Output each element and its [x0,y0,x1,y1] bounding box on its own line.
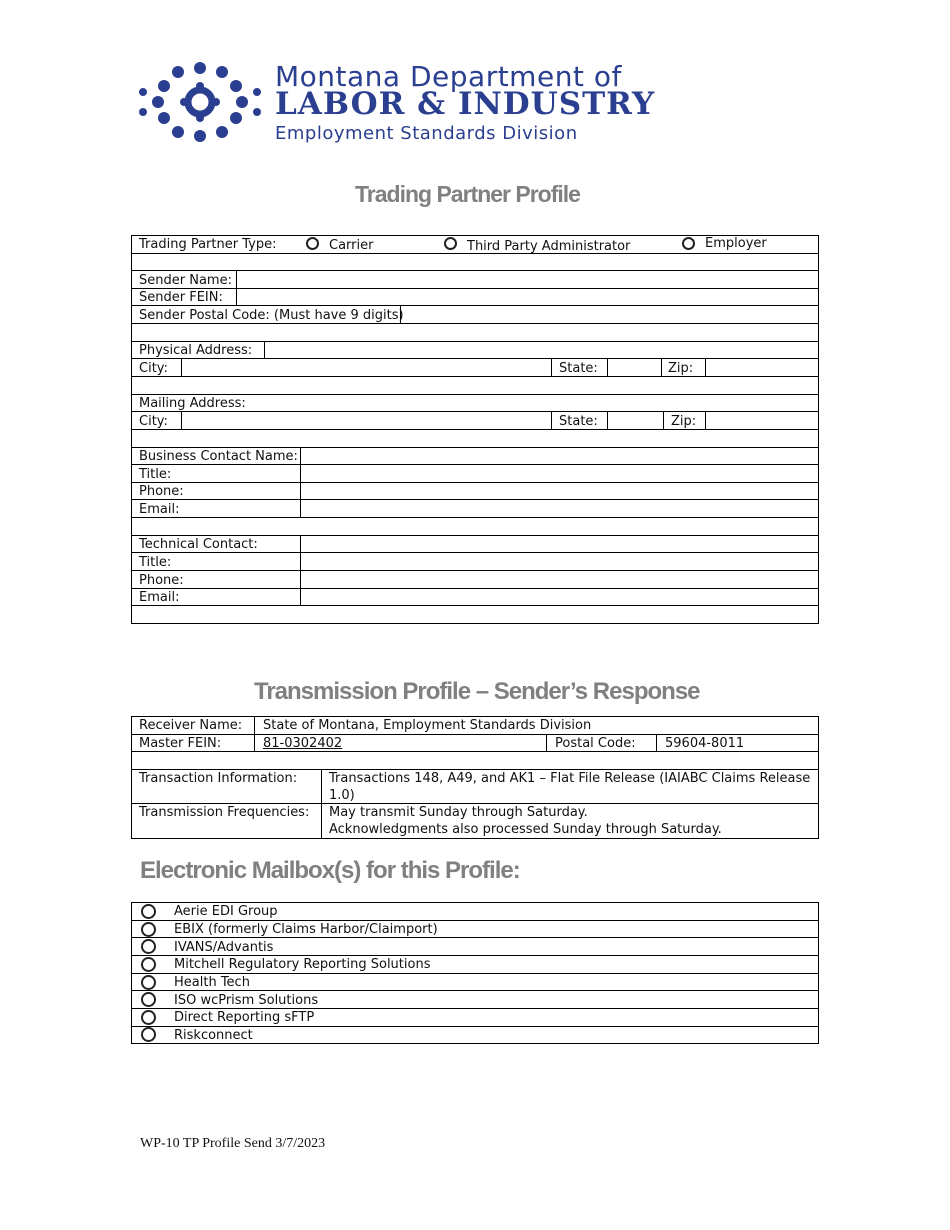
radio-employer-label: Employer [705,236,767,251]
receiver-name-label: Receiver Name: [139,718,243,733]
transaction-info-line-2: 1.0) [329,788,355,803]
business-title-label: Title: [139,467,172,482]
mailbox-item: ISO wcPrism Solutions [174,993,319,1008]
technical-phone-label: Phone: [139,573,184,588]
mailing-zip-field[interactable] [707,413,817,428]
technical-contact-field[interactable] [302,536,817,551]
mailbox-radio-ebix[interactable] [141,922,156,937]
transaction-info-label: Transaction Information: [139,771,298,786]
frequencies-label: Transmission Frequencies: [139,805,310,820]
physical-zip-field[interactable] [707,360,817,375]
mailbox-radio-ivans[interactable] [141,939,156,954]
frequencies-line-2: Acknowledgments also processed Sunday through Saturday. [329,822,722,837]
radio-carrier-label: Carrier [329,238,374,253]
business-contact-label: Business Contact Name: [139,449,298,464]
sender-postal-field[interactable] [402,307,817,322]
mailbox-radio-mitchell[interactable] [141,957,156,972]
sender-name-field[interactable] [238,272,817,287]
master-fein-value: 81-0302402 [263,736,343,751]
mailbox-item: IVANS/Advantis [174,940,274,955]
sender-fein-label: Sender FEIN: [139,290,223,305]
business-contact-field[interactable] [302,448,817,463]
physical-address-field[interactable] [266,342,817,357]
physical-zip-label: Zip: [668,361,694,376]
transmission-profile-title: Transmission Profile – Sender’s Response [254,678,700,705]
logo-line-1: Montana Department of [275,60,622,93]
logo-line-3: Employment Standards Division [275,123,578,144]
form-footer: WP-10 TP Profile Send 3/7/2023 [140,1136,326,1151]
mailbox-item: Riskconnect [174,1028,253,1043]
mailing-state-field[interactable] [609,413,661,428]
mailing-zip-label: Zip: [671,414,697,429]
technical-title-label: Title: [139,555,172,570]
transaction-info-line-1: Transactions 148, A49, and AK1 – Flat File Release (IAIABC Claims Release [329,771,811,786]
mailbox-item: Direct Reporting sFTP [174,1010,315,1025]
master-fein-label: Master FEIN: [139,736,222,751]
trading-partner-type-label: Trading Partner Type: [139,237,277,252]
business-phone-field[interactable] [302,483,817,498]
mailing-city-field[interactable] [183,413,550,428]
radio-tpa-label: Third Party Administrator [467,239,631,254]
physical-city-label: City: [139,361,168,376]
people-circle-emblem-icon [138,56,268,148]
physical-state-label: State: [559,361,598,376]
trading-partner-profile-title: Trading Partner Profile [355,181,580,207]
mailbox-radio-iso[interactable] [141,992,156,1007]
radio-third-party-administrator[interactable] [444,237,457,250]
business-email-field[interactable] [302,501,817,516]
technical-email-label: Email: [139,590,180,605]
mailbox-radio-aerie[interactable] [141,904,156,919]
technical-phone-field[interactable] [302,572,817,587]
mailbox-item: Mitchell Regulatory Reporting Solutions [174,957,431,972]
business-title-field[interactable] [302,466,817,481]
physical-city-field[interactable] [183,360,550,375]
mailbox-section-title: Electronic Mailbox(s) for this Profile: [140,857,520,884]
sender-postal-label: Sender Postal Code: (Must have 9 digits) [139,308,404,323]
technical-email-field[interactable] [302,589,817,604]
business-phone-label: Phone: [139,484,184,499]
sender-fein-field[interactable] [238,289,817,304]
mailbox-radio-health-tech[interactable] [141,975,156,990]
technical-contact-label: Technical Contact: [139,537,258,552]
receiver-name-value: State of Montana, Employment Standards Division [263,718,592,733]
sender-name-label: Sender Name: [139,273,232,288]
postal-code-value: 59604-8011 [665,736,745,751]
montana-dli-logo [138,56,818,148]
mailbox-item: EBIX (formerly Claims Harbor/Claimport) [174,922,438,937]
mailing-state-label: State: [559,414,598,429]
mailbox-radio-direct-sftp[interactable] [141,1010,156,1025]
mailing-address-label: Mailing Address: [139,396,246,411]
frequencies-line-1: May transmit Sunday through Saturday. [329,805,588,820]
mailbox-item: Health Tech [174,975,250,990]
business-email-label: Email: [139,502,180,517]
postal-code-label: Postal Code: [555,736,636,751]
technical-title-field[interactable] [302,554,817,569]
radio-employer[interactable] [682,237,695,250]
logo-line-2: LABOR & INDUSTRY [275,86,656,122]
physical-address-label: Physical Address: [139,343,253,358]
mailbox-item: Aerie EDI Group [174,904,278,919]
mailing-city-label: City: [139,414,168,429]
physical-state-field[interactable] [609,360,659,375]
radio-carrier[interactable] [306,237,319,250]
mailbox-radio-riskconnect[interactable] [141,1027,156,1042]
